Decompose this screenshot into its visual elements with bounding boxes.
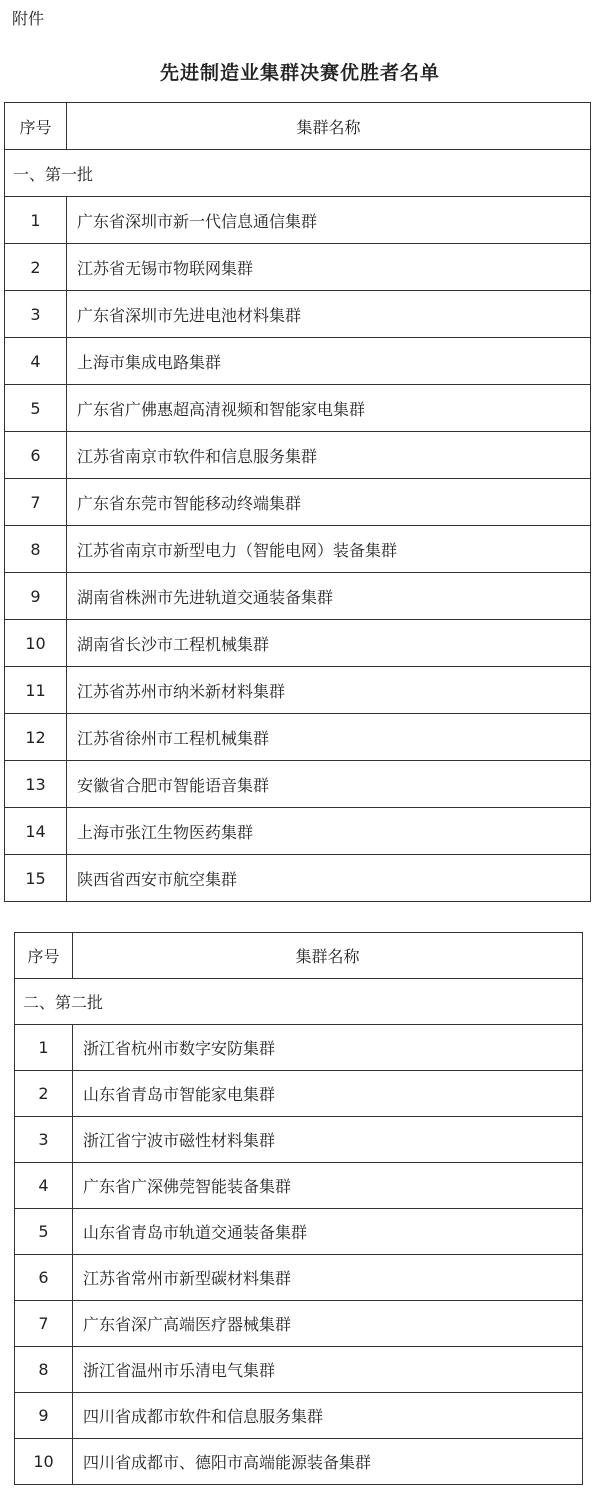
row-cluster-name: 浙江省温州市乐清电气集群: [73, 1347, 583, 1393]
batch-row: [5, 150, 591, 197]
row-seq: 3: [15, 1117, 73, 1163]
table-row: [5, 244, 591, 291]
row-cluster-name: 江苏省南京市新型电力（智能电网）装备集群: [67, 526, 591, 573]
row-seq: 8: [15, 1347, 73, 1393]
table-row: [15, 1117, 583, 1163]
table-row: [5, 432, 591, 479]
table-row: [5, 808, 591, 855]
table-row: [5, 620, 591, 667]
table-row: [5, 291, 591, 338]
table-header-row: [5, 103, 591, 150]
row-cluster-name: 山东省青岛市智能家电集群: [73, 1071, 583, 1117]
row-seq: 7: [5, 479, 67, 526]
row-cluster-name: 陕西省西安市航空集群: [67, 855, 591, 902]
row-cluster-name: 四川省成都市、德阳市高端能源装备集群: [73, 1439, 583, 1485]
row-cluster-name: 江苏省常州市新型碳材料集群: [73, 1255, 583, 1301]
row-seq: 5: [5, 385, 67, 432]
row-cluster-name: 广东省深圳市新一代信息通信集群: [67, 197, 591, 244]
table-row: [5, 761, 591, 808]
table-row: [5, 197, 591, 244]
row-seq: 12: [5, 714, 67, 761]
row-cluster-name: 浙江省宁波市磁性材料集群: [73, 1117, 583, 1163]
row-seq: 15: [5, 855, 67, 902]
row-seq: 4: [15, 1163, 73, 1209]
row-cluster-name: 浙江省杭州市数字安防集群: [73, 1025, 583, 1071]
row-cluster-name: 江苏省南京市软件和信息服务集群: [67, 432, 591, 479]
row-seq: 8: [5, 526, 67, 573]
row-seq: 2: [15, 1071, 73, 1117]
row-cluster-name: 四川省成都市软件和信息服务集群: [73, 1393, 583, 1439]
table-row: [15, 1301, 583, 1347]
attachment-label: 附件: [12, 9, 45, 28]
table-row: [15, 1393, 583, 1439]
row-cluster-name: 湖南省株洲市先进轨道交通装备集群: [67, 573, 591, 620]
row-seq: 6: [15, 1255, 73, 1301]
row-cluster-name: 广东省广深佛莞智能装备集群: [73, 1163, 583, 1209]
row-cluster-name: 安徽省合肥市智能语音集群: [67, 761, 591, 808]
table-row: [15, 1025, 583, 1071]
row-seq: 14: [5, 808, 67, 855]
winners-table-batch-2: [14, 932, 583, 1485]
row-cluster-name: 广东省深圳市先进电池材料集群: [67, 291, 591, 338]
table-row: [15, 1163, 583, 1209]
row-cluster-name: 山东省青岛市轨道交通装备集群: [73, 1209, 583, 1255]
row-seq: 2: [5, 244, 67, 291]
row-seq: 6: [5, 432, 67, 479]
row-cluster-name: 广东省深广高端医疗器械集群: [73, 1301, 583, 1347]
table-row: [5, 667, 591, 714]
table-row: [5, 855, 591, 902]
row-seq: 3: [5, 291, 67, 338]
table-row: [5, 479, 591, 526]
row-cluster-name: 江苏省苏州市纳米新材料集群: [67, 667, 591, 714]
table-row: [5, 385, 591, 432]
table-row: [5, 573, 591, 620]
row-seq: 10: [5, 620, 67, 667]
batch-row: [15, 979, 583, 1025]
row-cluster-name: 上海市集成电路集群: [67, 338, 591, 385]
row-seq: 9: [5, 573, 67, 620]
row-seq: 10: [15, 1439, 73, 1485]
table-row: [15, 1347, 583, 1393]
row-cluster-name: 广东省广佛惠超高清视频和智能家电集群: [67, 385, 591, 432]
document-title: 先进制造业集群决赛优胜者名单: [159, 62, 440, 84]
header-cluster-name: 集群名称: [67, 103, 591, 150]
row-seq: 5: [15, 1209, 73, 1255]
row-cluster-name: 湖南省长沙市工程机械集群: [67, 620, 591, 667]
header-seq: 序号: [5, 103, 67, 150]
table-row: [15, 1255, 583, 1301]
batch-label: 一、第一批: [5, 150, 591, 197]
table-row: [5, 338, 591, 385]
table-row: [5, 526, 591, 573]
row-cluster-name: 上海市张江生物医药集群: [67, 808, 591, 855]
row-seq: 4: [5, 338, 67, 385]
row-seq: 13: [5, 761, 67, 808]
row-seq: 9: [15, 1393, 73, 1439]
table-header-row: [15, 933, 583, 979]
row-seq: 7: [15, 1301, 73, 1347]
header-seq: 序号: [15, 933, 73, 979]
row-cluster-name: 江苏省无锡市物联网集群: [67, 244, 591, 291]
header-cluster-name: 集群名称: [73, 933, 583, 979]
batch-label: 二、第二批: [15, 979, 583, 1025]
table-row: [15, 1071, 583, 1117]
row-seq: 11: [5, 667, 67, 714]
winners-table-batch-1: [4, 102, 591, 902]
table-row: [5, 714, 591, 761]
row-cluster-name: 广东省东莞市智能移动终端集群: [67, 479, 591, 526]
row-cluster-name: 江苏省徐州市工程机械集群: [67, 714, 591, 761]
row-seq: 1: [15, 1025, 73, 1071]
table-row: [15, 1439, 583, 1485]
row-seq: 1: [5, 197, 67, 244]
table-row: [15, 1209, 583, 1255]
